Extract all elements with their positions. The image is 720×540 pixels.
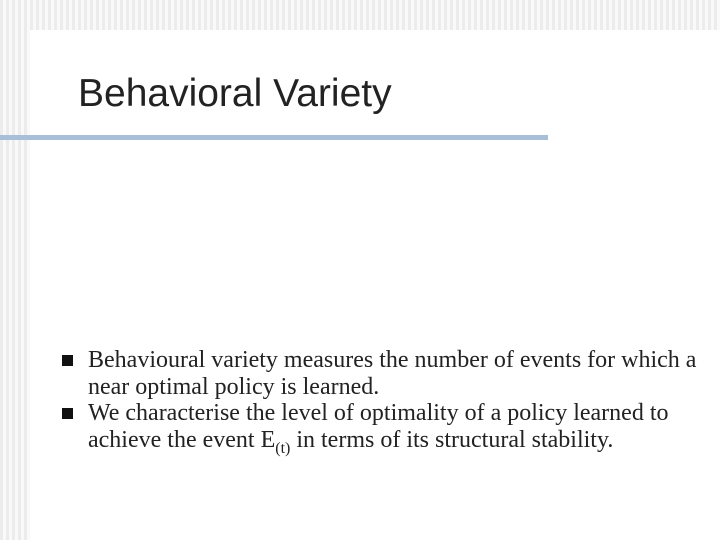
- event-subscript: (t): [275, 439, 291, 457]
- bullet-list: [62, 347, 702, 462]
- square-bullet-icon: [62, 408, 73, 419]
- square-bullet-icon: [62, 355, 73, 366]
- bullet-text-after: in terms of its structural stability.: [290, 426, 614, 453]
- bullet-item-2: [62, 400, 702, 462]
- slide-title: Behavioral Variety: [78, 72, 392, 115]
- bullet-item-1: [62, 347, 702, 400]
- title-underline: [0, 135, 548, 140]
- bullet-text-before: We characterise the level of optimality of a policy learned to achieve the event E: [88, 400, 669, 453]
- bullet-text: Behavioural variety measures the number of events for which a near optimal policy is learned.: [88, 347, 697, 400]
